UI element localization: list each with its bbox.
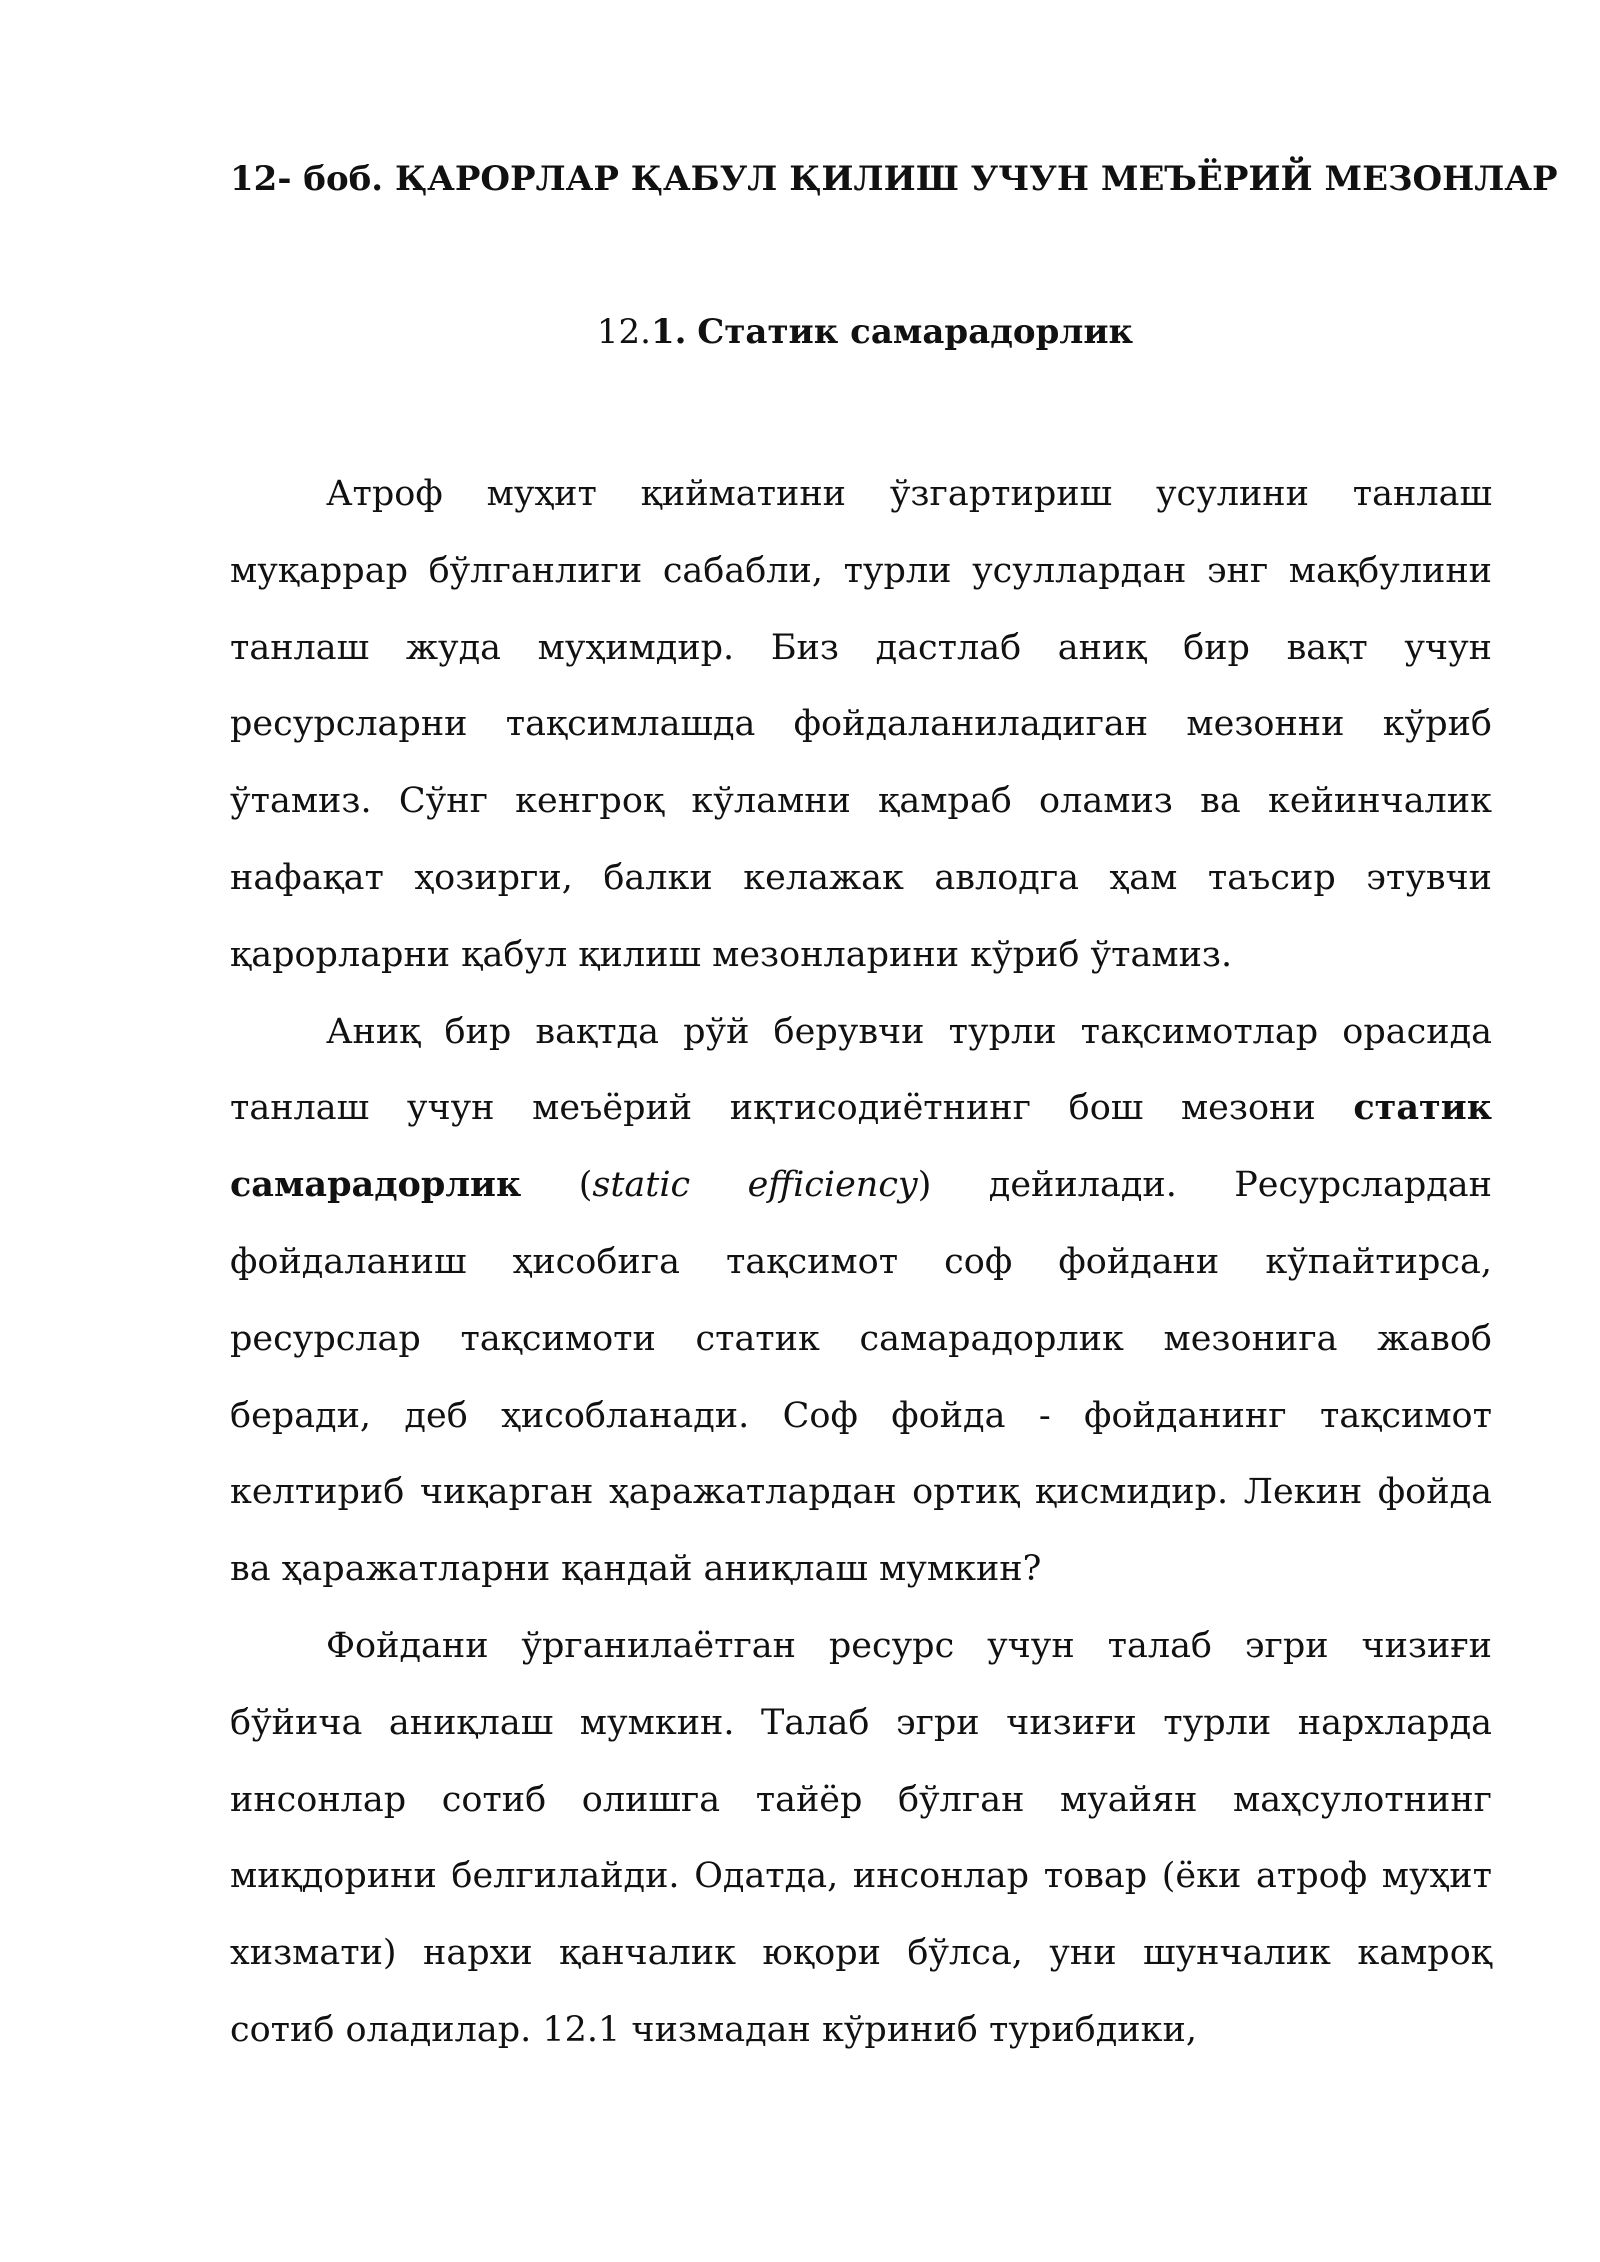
term-static-efficiency: статик самарадорлик — [230, 1087, 1492, 1206]
paragraph-2-rest: дейилади. Ресурслардан фойдаланиш ҳисобига тақсимот соф фойдани кўпайтирса, ресурслар тақсимоти статик самарадорлик мезонига жавоб беради, деб ҳисобланади. Соф фойда - фойданинг тақсимот келтириб чиқарган ҳаражатлардан ортиқ қисмидир. Лекин фойда ва ҳаражатларни қандай аниқлаш мумкин? — [230, 1165, 1492, 1590]
section-title — [230, 308, 1500, 356]
paragraph-2-intro: Аниқ бир вақтда рўй берувчи турли тақсимотлар орасида танлаш учун меъёрий иқтисодиётнинг бош мезони — [230, 1011, 1492, 1129]
paragraph-2 — [230, 994, 1492, 1608]
paren-close: ) — [917, 1165, 932, 1206]
paren-open: ( — [578, 1165, 593, 1206]
section-number-part-a: 12. — [596, 312, 651, 352]
section-title-text: Статик самарадорлик — [697, 312, 1134, 352]
paragraph-3: Фойдани ўрганилаётган ресурс учун талаб эгри чизиғи бўйича аниқлаш мумкин. Талаб эгри чизиғи турли нархларда инсонлар сотиб олишга тайёр бўлган муайян маҳсулотнинг миқдорини белгилайди. Одатда, инсонлар товар (ёки атроф муҳит хизмати) нархи қанчалик юқори бўлса, уни шунчалик камроқ сотиб оладилар. 12.1 чизмадан кўриниб турибдики, — [230, 1625, 1492, 2050]
section-number-part-b: 1. — [650, 312, 687, 352]
term-english: static efficiency — [592, 1165, 918, 1206]
chapter-title: 12- боб. ҚАРОРЛАР ҚАБУЛ ҚИЛИШ УЧУН МЕЪЁРИЙ МЕЗОНЛАР — [230, 159, 1558, 199]
body-text — [230, 456, 1492, 2069]
paragraph-1: Атроф муҳит қийматини ўзгартириш усулини танлаш муқаррар бўлганлиги сабабли, турли усуллардан энг мақбулини танлаш жуда муҳимдир. Биз дастлаб аниқ бир вақт учун ресурсларни тақсимлашда фойдаланиладиган мезонни кўриб ўтамиз. Сўнг кенгроқ кўламни қамраб оламиз ва кейинчалик нафақат ҳозирги, балки келажак авлодга ҳам таъсир этувчи қарорларни қабул қилиш мезонларини кўриб ўтамиз. — [230, 474, 1492, 975]
